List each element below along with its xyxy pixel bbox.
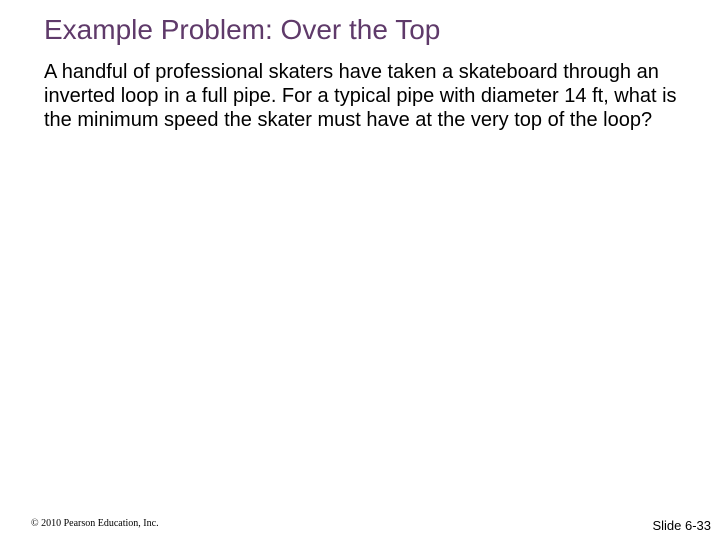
copyright-notice: © 2010 Pearson Education, Inc.: [31, 518, 159, 529]
problem-text: A handful of professional skaters have taken a skateboard through an inverted loop in a full pipe. For a typical pipe with diameter 14 ft, what is the minimum speed the skater must have at the very top of the loop?: [44, 61, 677, 131]
slide-title: Example Problem: Over the Top: [44, 14, 441, 45]
slide-number: Slide 6-33: [652, 518, 711, 533]
